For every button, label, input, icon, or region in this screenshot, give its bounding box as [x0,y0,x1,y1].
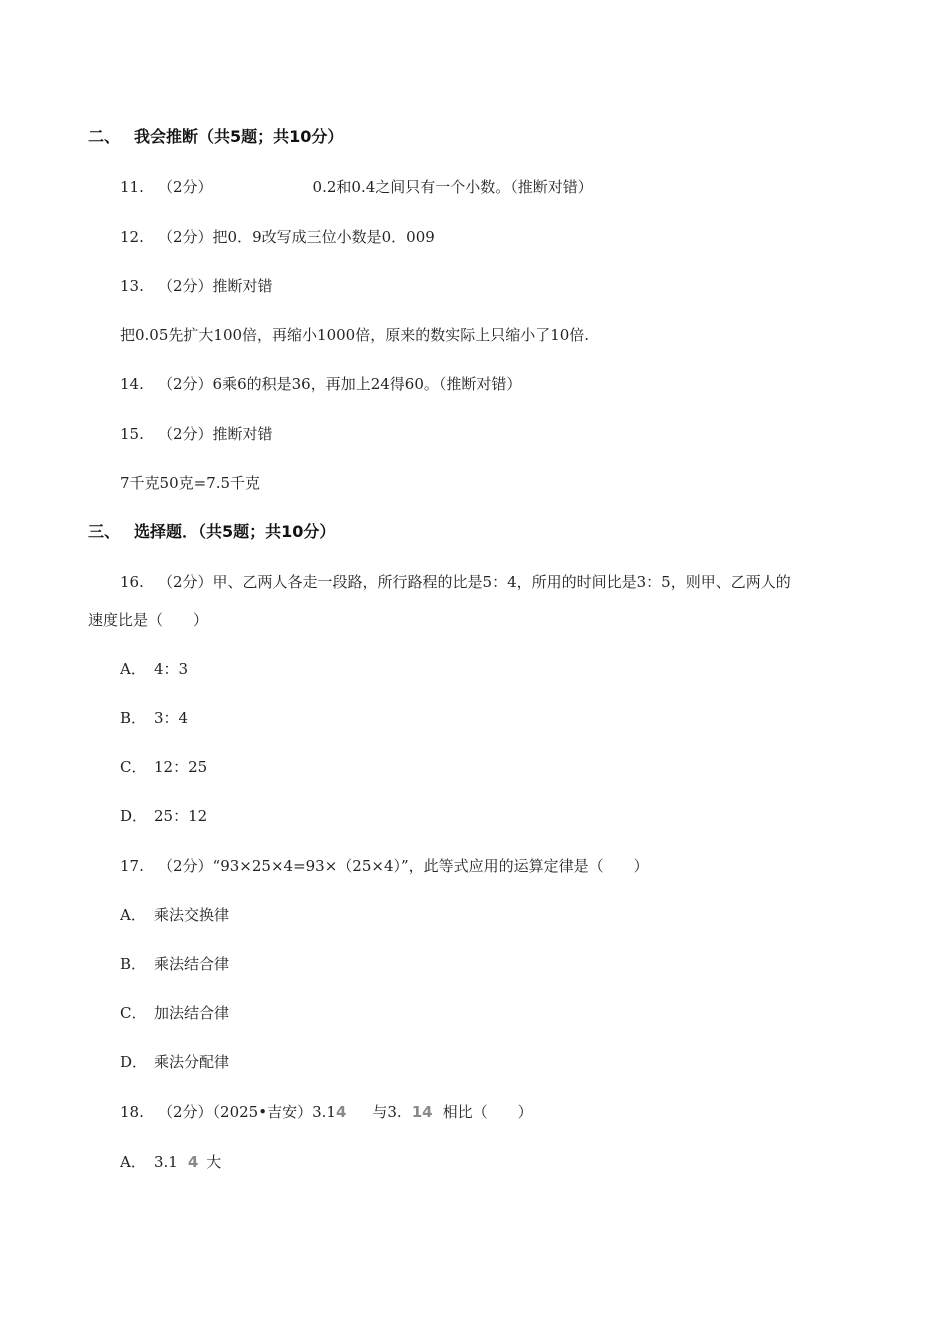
question-text: 0.2和0.4之间只有一个小数。（推断对错） [312,178,593,196]
question-17 [120,856,649,876]
option-c[interactable] [120,1003,229,1023]
option-text: 大 [206,1153,222,1171]
question-number: 14. [120,375,144,393]
question-score: （2分） [158,425,213,443]
section-heading-3 [88,522,335,542]
option-label: B． [120,709,147,727]
option-b[interactable] [120,708,188,728]
question-text: “93×25×4=93×（25×4）”，此等式应用的运算定律是（ ） [212,857,649,875]
question-13-body: 把0.05先扩大100倍，再缩小1000倍，原来的数实际上只缩小了10倍. [120,326,590,344]
option-label: D． [120,1053,148,1071]
option-text: 乘法分配律 [154,1053,230,1071]
option-label: D． [120,807,148,825]
option-label: B． [120,955,147,973]
option-text: 加法结合律 [154,1004,230,1022]
question-score: （2分） [158,573,213,591]
question-score: （2分） [158,178,213,196]
option-a[interactable] [120,1152,221,1172]
question-score: （2分） [158,228,213,246]
repeating-digit: 4 [187,1153,199,1171]
question-number: 18. [120,1103,144,1121]
question-text: 6乘6的积是36，再加上24得60。（推断对错） [212,375,522,393]
question-number: 12. [120,228,144,246]
repeating-digit: 4 [335,1103,347,1121]
option-label: A． [120,1153,146,1171]
option-d[interactable] [120,806,207,826]
compare-text: 与3. [372,1103,402,1121]
question-score: （2分） [158,1103,213,1121]
question-16 [120,572,791,592]
question-number: 17. [120,857,144,875]
question-18 [120,1102,533,1122]
question-13 [120,276,273,296]
option-label: A． [120,906,146,924]
option-number: 3.1 [154,1153,178,1171]
option-label: A． [120,660,146,678]
question-11 [120,177,593,197]
question-text: 把0．9改写成三位小数是0．009 [212,228,435,246]
question-text: 推断对错 [212,425,273,443]
option-text: 乘法交换律 [154,906,230,924]
section-title: 我会推断（共5题；共10分） [134,127,344,146]
question-12 [120,227,435,247]
question-15-body: 7千克50克=7.5千克 [120,474,261,492]
question-number: 16. [120,573,144,591]
section-number: 二、 [88,127,121,146]
number-a: 3.1 [312,1103,336,1121]
section-number: 三、 [88,522,121,541]
option-text: 25：12 [154,807,208,825]
option-d[interactable] [120,1052,229,1072]
question-number: 11. [120,178,144,196]
question-15 [120,424,273,444]
question-score: （2分） [158,375,213,393]
option-label: C． [120,758,147,776]
option-a[interactable] [120,905,229,925]
question-text: 甲、乙两人各走一段路，所行路程的比是5：4，所用的时间比是3：5，则甲、乙两人的 [212,573,791,591]
option-c[interactable] [120,757,207,777]
option-text: 3：4 [154,709,189,727]
option-b[interactable] [120,954,229,974]
question-14 [120,374,521,394]
option-a[interactable] [120,659,188,679]
section-heading-2 [88,127,343,147]
question-text: 相比（ ） [442,1103,533,1121]
question-number: 15. [120,425,144,443]
repeating-digits: 14 [411,1103,433,1121]
question-number: 13. [120,277,144,295]
option-label: C． [120,1004,147,1022]
question-source: （2025•吉安） [212,1103,313,1121]
option-text: 12：25 [154,758,208,776]
option-text: 4：3 [154,660,189,678]
question-text: 推断对错 [212,277,273,295]
section-title: 选择题．（共5题；共10分） [134,522,336,541]
option-text: 乘法结合律 [154,955,230,973]
question-16-text-continued: 速度比是（ ） [88,611,209,629]
question-score: （2分） [158,857,213,875]
question-score: （2分） [158,277,213,295]
